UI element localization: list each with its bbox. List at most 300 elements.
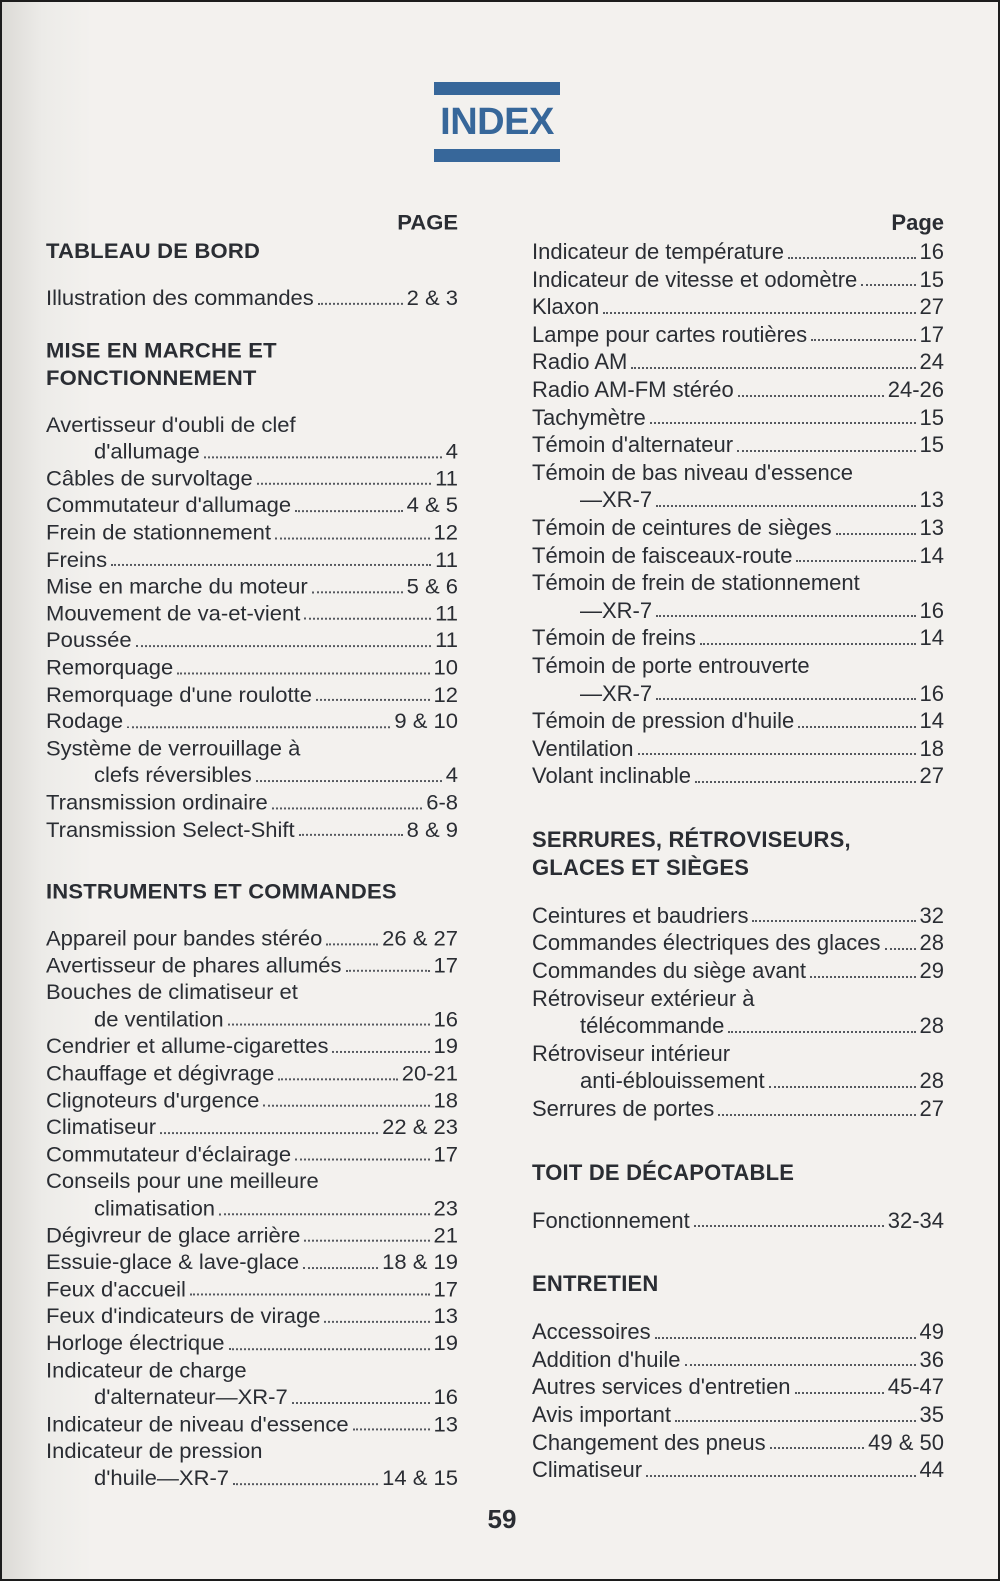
index-entry [532, 1040, 944, 1095]
entry-name: de ventilation [94, 1006, 224, 1032]
entry-name: Témoin de pression d'huile [532, 708, 795, 734]
dot-leader [304, 1240, 429, 1242]
entry-name: Feux d'accueil [46, 1276, 186, 1302]
index-entry [532, 348, 944, 376]
index-entry [532, 293, 944, 321]
section-title: GLACES ET SIÈGES [532, 854, 750, 880]
entry-line [532, 929, 944, 957]
dot-leader [257, 483, 431, 485]
dot-leader [278, 1078, 397, 1080]
entry-page: 32-34 [887, 1207, 944, 1233]
dot-leader [738, 395, 884, 397]
index-section [46, 337, 458, 843]
entry-line [46, 1006, 458, 1033]
index-entry [532, 376, 944, 404]
entry-page: 12 [433, 519, 458, 545]
entry-name: Témoin de freins [532, 625, 696, 651]
entry-page: 17 [433, 1276, 458, 1302]
entry-page: 9 & 10 [394, 708, 458, 734]
entry-line [46, 925, 458, 952]
entry-name: —XR-7 [580, 680, 653, 706]
dot-leader [836, 533, 916, 535]
entry-name: Témoin d'alternateur [532, 432, 734, 458]
entry-name: Frein de stationnement [46, 519, 272, 545]
entry-line [532, 486, 944, 514]
entry-page: 19 [433, 1033, 458, 1059]
dot-leader [295, 1159, 429, 1161]
dot-leader [656, 505, 915, 507]
index-entry [532, 929, 944, 957]
entry-name: Climatiseur [46, 1114, 157, 1140]
index-entry [46, 465, 458, 492]
entry-line [46, 1276, 458, 1303]
entry-page: 13 [919, 514, 944, 540]
dot-leader [638, 753, 916, 755]
entry-page: 45-47 [887, 1374, 944, 1400]
index-section [532, 238, 944, 790]
index-entry [532, 238, 944, 266]
dot-leader [272, 807, 422, 809]
entry-name: Volant inclinable [532, 763, 692, 789]
index-entry [532, 652, 944, 707]
entry-name: Rodage [46, 708, 124, 734]
index-entry [532, 514, 944, 542]
dot-leader [292, 1402, 430, 1404]
entry-name: Commutateur d'allumage [46, 492, 292, 518]
section-title: SERRURES, RÉTROVISEURS, [532, 826, 851, 852]
entry-name: Changement des pneus [532, 1429, 766, 1455]
page-column-label: PAGE [397, 209, 458, 235]
entry-line [46, 519, 458, 546]
index-entry [532, 321, 944, 349]
dot-leader [655, 1337, 916, 1339]
dot-leader [769, 1086, 916, 1088]
index-entry [532, 1207, 944, 1235]
dot-leader [885, 948, 916, 950]
entry-page: 32 [919, 902, 944, 928]
index-entry [46, 952, 458, 979]
entry-page: 11 [435, 465, 458, 491]
index-entry [46, 411, 458, 465]
entry-page: 27 [919, 294, 944, 320]
entry-page: 18 & 19 [382, 1249, 458, 1275]
dot-leader [316, 699, 430, 701]
dot-leader [788, 257, 916, 259]
entry-line [46, 1249, 458, 1276]
dot-leader [811, 339, 915, 341]
index-entry [46, 1033, 458, 1060]
index-section [46, 878, 458, 1492]
entry-name: Transmission ordinaire [46, 789, 268, 815]
entry-line [46, 546, 458, 573]
entry-name: Chauffage et dégivrage [46, 1060, 275, 1086]
entry-name: d'allumage [94, 438, 200, 464]
entry-line [46, 789, 458, 816]
entry-line [532, 680, 944, 708]
index-section [46, 237, 458, 311]
entry-line [46, 1114, 458, 1141]
entry-line [46, 681, 458, 708]
entry-page: 16 [433, 1384, 458, 1410]
entry-heading: Témoin de porte entrouverte [532, 652, 810, 678]
entry-line [46, 1033, 458, 1060]
index-entry [46, 789, 458, 816]
entry-line [46, 1141, 458, 1168]
dot-leader [353, 1429, 430, 1431]
entry-heading: Avertisseur d'oubli de clef [46, 411, 296, 437]
entry-name: Radio AM [532, 349, 628, 375]
index-entry [532, 1456, 944, 1484]
entry-page: 16 [919, 680, 944, 706]
entry-name: Fonctionnement [532, 1207, 690, 1233]
entry-line [46, 1222, 458, 1249]
entry-line [46, 573, 458, 600]
index-section [532, 826, 944, 1123]
entry-line [532, 514, 944, 542]
entry-line [46, 708, 458, 735]
section-spacer [532, 790, 944, 826]
entry-name: Addition d'huile [532, 1346, 681, 1372]
section-gap [46, 265, 458, 285]
entry-name: Commutateur d'éclairage [46, 1141, 292, 1167]
dot-leader [127, 726, 390, 728]
entry-heading: Rétroviseur extérieur à [532, 985, 755, 1011]
entry-line [532, 266, 944, 294]
index-entry [46, 816, 458, 843]
entry-page: 49 [919, 1319, 944, 1345]
dot-leader [646, 1475, 915, 1477]
entry-name: —XR-7 [580, 487, 653, 513]
entry-heading: Témoin de frein de stationnement [532, 570, 860, 596]
dot-leader [752, 920, 915, 922]
entry-heading: Système de verrouillage à [46, 735, 301, 761]
dot-leader [275, 537, 429, 539]
section-gap [532, 882, 944, 902]
entry-name: d'alternateur—XR-7 [94, 1384, 288, 1410]
entry-page: 20-21 [401, 1060, 458, 1086]
right-column [532, 208, 944, 1484]
entry-page: 14 [919, 625, 944, 651]
index-entry [532, 707, 944, 735]
dot-leader [299, 834, 403, 836]
entry-heading: Conseils pour une meilleure [46, 1168, 319, 1194]
entry-page: 6-8 [426, 789, 458, 815]
section-gap [532, 1187, 944, 1207]
entry-line [532, 707, 944, 735]
entry-line [532, 238, 944, 266]
dot-leader [795, 1392, 884, 1394]
dot-leader [136, 645, 432, 647]
entry-name: Klaxon [532, 294, 600, 320]
entry-page: 36 [919, 1346, 944, 1372]
entry-page: 49 & 50 [868, 1429, 944, 1455]
entry-page: 2 & 3 [406, 285, 458, 310]
entry-name: Témoin de ceintures de sièges [532, 514, 832, 540]
dot-leader [177, 672, 429, 674]
dot-leader [111, 564, 431, 566]
dot-leader [728, 1031, 915, 1033]
entry-line [532, 597, 944, 625]
index-section [532, 1270, 944, 1484]
dot-leader [810, 976, 916, 978]
index-entry [532, 735, 944, 763]
index-entry [46, 1357, 458, 1411]
entry-name: Mise en marche du moteur [46, 573, 308, 599]
index-entry [46, 708, 458, 735]
entry-heading: Témoin de bas niveau d'essence [532, 459, 853, 485]
entry-name: Ventilation [532, 735, 634, 761]
entry-name: Autres services d'entretien [532, 1374, 791, 1400]
index-entry [46, 681, 458, 708]
entry-name: Cendrier et allume-cigarettes [46, 1033, 329, 1059]
index-entry [532, 902, 944, 930]
entry-name: Dégivreur de glace arrière [46, 1222, 301, 1248]
entry-line [532, 321, 944, 349]
entry-page: 13 [433, 1411, 458, 1437]
entry-line [46, 952, 458, 979]
entry-page: 23 [433, 1195, 458, 1221]
entry-name: Avertisseur de phares allumés [46, 952, 342, 978]
entry-name: Remorquage [46, 654, 174, 680]
entry-line [532, 1095, 944, 1123]
index-entry [46, 600, 458, 627]
entry-page: 17 [919, 321, 944, 347]
left-column [46, 208, 458, 1492]
entry-line [46, 1411, 458, 1438]
dot-leader [796, 560, 915, 562]
index-entry [46, 573, 458, 600]
entry-page: 29 [919, 958, 944, 984]
entry-line [46, 492, 458, 519]
entry-page: 12 [433, 681, 458, 707]
entry-line [532, 1401, 944, 1429]
entry-page: 24-26 [887, 376, 944, 402]
entry-name: —XR-7 [580, 597, 653, 623]
entry-name: Radio AM-FM stéréo [532, 376, 734, 402]
entry-page: 19 [433, 1330, 458, 1356]
entry-name: Remorquage d'une roulotte [46, 681, 312, 707]
entry-line [532, 1456, 944, 1484]
index-entry [532, 266, 944, 294]
entry-line [46, 600, 458, 627]
entry-page: 10 [433, 654, 458, 680]
dot-leader [718, 1114, 915, 1116]
section-gap [46, 391, 458, 411]
entry-name: Accessoires [532, 1319, 651, 1345]
entry-page: 11 [435, 627, 458, 653]
dot-leader [263, 1105, 429, 1107]
index-entry [46, 1114, 458, 1141]
entry-line [46, 465, 458, 492]
entry-line [46, 816, 458, 843]
entry-line [46, 1060, 458, 1087]
dot-leader [204, 456, 442, 458]
entry-page: 11 [435, 600, 458, 626]
dot-leader [304, 618, 431, 620]
index-entry [46, 1060, 458, 1087]
entry-name: Illustration des commandes [46, 285, 314, 310]
entry-page: 22 & 23 [382, 1114, 458, 1140]
dot-leader [228, 1024, 430, 1026]
section-spacer [46, 843, 458, 878]
index-entry [532, 459, 944, 514]
index-entry [46, 735, 458, 789]
entry-name: Poussée [46, 627, 132, 653]
index-entry [532, 1373, 944, 1401]
entry-line [532, 348, 944, 376]
entry-page: 4 [445, 762, 458, 788]
dot-leader [631, 367, 915, 369]
entry-line [532, 431, 944, 459]
index-entry [46, 1249, 458, 1276]
entry-page: 14 [919, 542, 944, 568]
dot-leader [312, 591, 403, 593]
entry-line [46, 1465, 458, 1492]
section-gap [46, 905, 458, 925]
entry-page: 5 & 6 [406, 573, 458, 599]
dot-leader [326, 943, 378, 945]
entry-line [532, 1067, 944, 1095]
entry-page: 18 [919, 735, 944, 761]
index-entry [46, 627, 458, 654]
index-entry [46, 284, 458, 311]
entry-line [46, 284, 458, 311]
index-entry [46, 1168, 458, 1222]
page-number: 59 [487, 1504, 517, 1534]
index-entry [46, 1087, 458, 1114]
index-entry [46, 1330, 458, 1357]
header-top-bar [434, 82, 560, 95]
entry-name: Témoin de faisceaux-route [532, 542, 793, 568]
dot-leader [694, 1225, 884, 1227]
dot-leader [695, 781, 916, 783]
entry-page: 11 [435, 546, 458, 572]
section-title: TABLEAU DE BORD [46, 238, 261, 263]
section-spacer [532, 1234, 944, 1270]
entry-line [46, 654, 458, 681]
entry-line [46, 438, 458, 465]
index-entry [532, 957, 944, 985]
dot-leader [656, 615, 915, 617]
entry-name: Horloge électrique [46, 1330, 225, 1356]
index-entry [532, 1401, 944, 1429]
entry-name: anti-éblouissement [580, 1068, 765, 1094]
index-entry [46, 1276, 458, 1303]
entry-name: Lampe pour cartes routières [532, 321, 808, 347]
index-entry [532, 1346, 944, 1374]
dot-leader [770, 1447, 865, 1449]
index-entry [46, 1141, 458, 1168]
index-entry [46, 654, 458, 681]
dot-leader [303, 1267, 378, 1269]
entry-line [532, 1207, 944, 1235]
dot-leader [295, 510, 403, 512]
index-entry [46, 1222, 458, 1249]
entry-heading: Rétroviseur intérieur [532, 1040, 731, 1066]
section-spacer [46, 311, 458, 336]
entry-heading: Bouches de climatiseur et [46, 979, 298, 1005]
entry-page: 26 & 27 [382, 925, 458, 951]
entry-name: Câbles de survoltage [46, 465, 253, 491]
entry-page: 14 [919, 708, 944, 734]
index-entry [532, 985, 944, 1040]
entry-name: climatisation [94, 1195, 216, 1221]
entry-line [532, 542, 944, 570]
index-entry [46, 1438, 458, 1492]
section-title: MISE EN MARCHE ET FONCTIONNEMENT [46, 337, 277, 390]
dot-leader [219, 1213, 429, 1215]
entry-name: Essuie-glace & lave-glace [46, 1249, 300, 1275]
entry-line [46, 1195, 458, 1222]
header-bottom-bar [434, 149, 560, 162]
entry-page: 35 [919, 1402, 944, 1427]
entry-line [532, 1318, 944, 1346]
section-title: TOIT DE DÉCAPOTABLE [532, 1159, 795, 1185]
entry-page: 28 [919, 1068, 944, 1094]
dot-leader [656, 698, 915, 700]
entry-line [532, 1012, 944, 1040]
entry-heading: Indicateur de charge [46, 1357, 247, 1383]
entry-name: Feux d'indicateurs de virage [46, 1303, 321, 1329]
entry-name: d'huile—XR-7 [94, 1465, 230, 1491]
entry-line [532, 762, 944, 790]
dot-leader [685, 1364, 916, 1366]
entry-page: 17 [433, 1141, 458, 1167]
entry-line [46, 627, 458, 654]
dot-leader [233, 1483, 378, 1485]
dot-leader [603, 312, 915, 314]
entry-name: Clignoteurs d'urgence [46, 1087, 260, 1113]
entry-line [46, 1384, 458, 1411]
entry-line [532, 624, 944, 652]
entry-page: 13 [433, 1303, 458, 1329]
entry-page: 15 [919, 266, 944, 292]
index-entry [532, 431, 944, 459]
dot-leader [229, 1348, 430, 1350]
entry-name: Indicateur de niveau d'essence [46, 1411, 349, 1437]
dot-leader [700, 643, 916, 645]
entry-line [532, 1429, 944, 1457]
dot-leader [737, 450, 915, 452]
entry-line [46, 1303, 458, 1330]
page-title: INDEX [440, 101, 554, 143]
entry-name: clefs réversibles [94, 762, 252, 788]
entry-line [532, 1346, 944, 1374]
dot-leader [861, 284, 915, 286]
index-entry [532, 624, 944, 652]
entry-name: Indicateur de température [532, 239, 784, 264]
entry-page: 16 [433, 1006, 458, 1032]
entry-page: 15 [919, 404, 944, 430]
page-column-label: Page [891, 210, 944, 235]
dot-leader [798, 726, 915, 728]
entry-page: 16 [919, 239, 944, 264]
entry-page: 28 [919, 1013, 944, 1039]
entry-name: Ceintures et baudriers [532, 902, 749, 928]
entry-name: Freins [46, 546, 108, 572]
dot-leader [190, 1294, 430, 1296]
entry-line [532, 957, 944, 985]
entry-heading: Indicateur de pression [46, 1438, 263, 1464]
entry-line [46, 1087, 458, 1114]
index-entry [46, 546, 458, 573]
entry-name: Appareil pour bandes stéréo [46, 925, 323, 951]
entry-name: Commandes électriques des glaces [532, 930, 881, 956]
entry-page: 28 [919, 930, 944, 956]
index-entry [46, 492, 458, 519]
entry-page: 13 [919, 487, 944, 513]
index-section [532, 1159, 944, 1235]
